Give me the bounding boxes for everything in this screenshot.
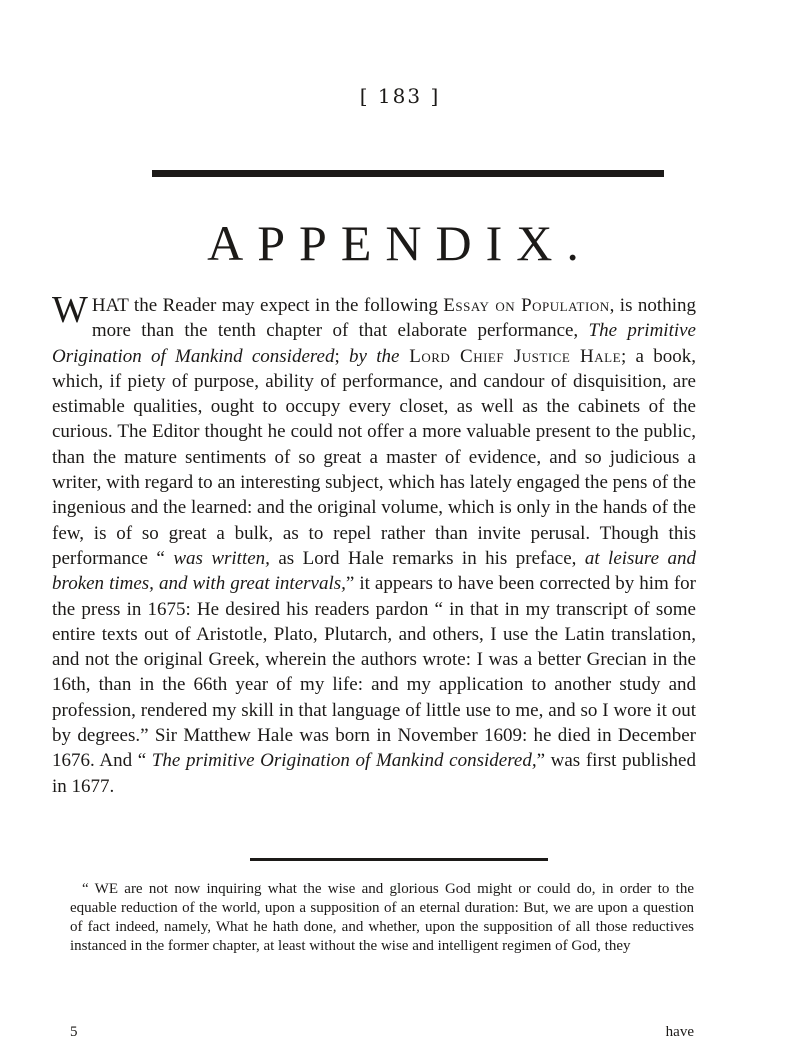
by-text: by the (349, 345, 400, 367)
text-run: as Lord Hale remarks in his preface, (269, 547, 585, 569)
footnote-text: “ WE are not now inquiring what the wise and glorious God might or could do, in order to the equable reduction of the world, upon a supposition of an eternal duration: But, we are upon a question of fact indeed, namely, What he hath done, and whether, upon the supposition of all those reductives instanced in the former chapter, at least without the wise and intelligent regimen of God, they (70, 881, 694, 954)
signature-mark: 5 (70, 1024, 78, 1040)
footnote-rule (250, 858, 548, 861)
text-run: , is nothing more than the tenth chapter of that elaborate performance, (91, 295, 696, 342)
text-run: ” it appears to have been corrected by him for the press in 1675: He desired his readers pardon “ in that in my transcript of some entire texts out of Aristotle, Plato, Plutarch, and others, I use the Latin translation, and not the original Greek, wherein the authors wrote: I was a better Grecian in the 16th, than in the 66th year of my life: and my application to another study and profession, rendered my skill in that language of little use to me, and so I wore it out by degrees.” Sir Matthew Hale was born in November 1609: he died in December 1676. And “ (52, 573, 696, 772)
essay-title: Essay on Population (443, 295, 610, 316)
main-text (52, 289, 697, 799)
text-run: ” was first published in 1677. (52, 750, 696, 797)
author-name: Lord Chief Justice Hale (399, 345, 622, 367)
book-title: The primitive Origination of Mankind considered (52, 320, 696, 367)
page-number: [ 183 ] (359, 84, 441, 108)
catchword: have (665, 1024, 694, 1040)
page-heading: APPENDIX. (207, 215, 593, 271)
quote-book-title: The primitive Origination of Mankind considered, (151, 750, 537, 772)
main-paragraph (52, 289, 697, 799)
text-run: HAT the Reader may expect in the following (91, 295, 444, 316)
footnote (70, 880, 694, 956)
text-run: ; a book, which, if piety of purpose, ability of performance, and candour of disquisition, are estimable qualities, ought to occupy every closet, as well as the cabinets of the curious. The Editor thought he could not offer a more valuable present to the public, than the mature sentiments of so great a master of evidence, and so judicious a writer, with regard to an interesting subject, which has lately engaged the pens of the ingenious and the learned: and the original volume, which is only in the hands of the few, is of so great a bulk, as to repel rather than invite perusal. Though this performance “ (52, 345, 697, 569)
text-run: ; (334, 345, 350, 367)
quote-written: was written, (173, 547, 270, 569)
drop-cap: W (52, 289, 88, 331)
top-rule (152, 170, 664, 177)
quote-leisure: at leisure and broken times, and with great intervals, (52, 547, 696, 595)
